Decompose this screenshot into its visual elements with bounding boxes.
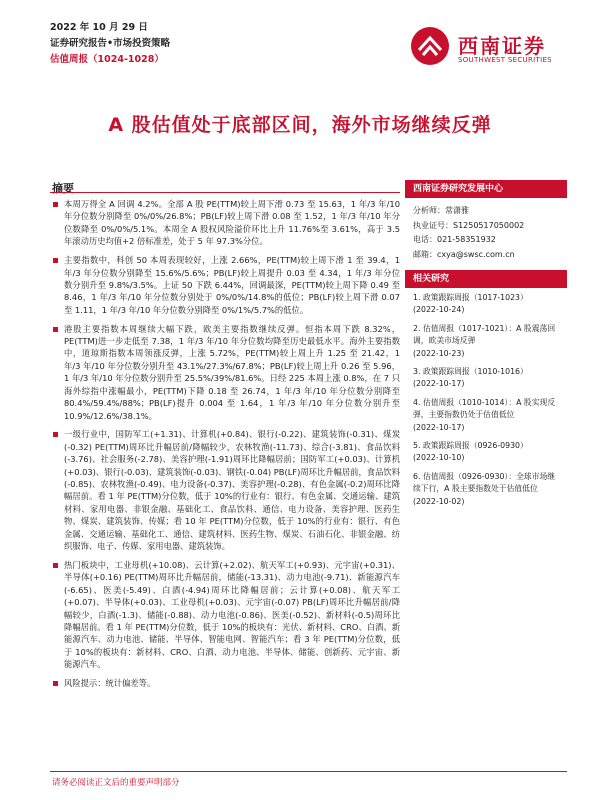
related-item[interactable]: 4. 估值周报（1010-1014）：A 股实现反弹，主要指数仍处于估值低位 (2022-10-17) <box>413 397 556 432</box>
sidebar <box>405 180 567 514</box>
report-date: 2022 年 10 月 29 日 <box>50 22 148 33</box>
related-item[interactable]: 1. 政策跟踪周报（1017-1023） (2022-10-24) <box>413 293 528 315</box>
related-research-list <box>405 288 567 508</box>
analyst-phone: 电话：021-58351932 <box>413 235 496 244</box>
bullet-square-icon <box>53 258 58 263</box>
summary-body <box>52 198 400 696</box>
bullet-square-icon <box>53 563 58 568</box>
bullet-square-icon <box>53 327 58 332</box>
logo-emblem-icon <box>410 26 450 66</box>
logo-english: SOUTHWEST SECURITIES <box>458 56 552 64</box>
summary-paragraph: 热门板块中，工业母机(+10.08)、云计算(+2.02)、航天军工(+0.93)、元宇宙(+0.31)、半导体(+0.16) PE(TTM)周环比升幅居前，储能(-13.31)、动力电池(-9.71)、新能源汽车(-6.65)、医美(-5.49)、白酒(-4.94)周环比降幅居前；云计算(+0.08)、航天军工(+0.07)、半导体(+0.03)、工业母机(+0.03)、元宇宙(-0.07) PB(LF)周环比升幅居前/降幅较少，白酒(-1.3)、储能(-0.88)、动力电池(-0.86)、医美(-0.52)、新材料(-0.5)周环比降幅居前。看 1 年 PE(TTM)分位数，低于 10%的板块有：光伏、新材料、CRO、白酒、新能源汽车、动力电池、储能、半导体、智能电网、智能汽车；看 3 年 PE(TTM)分位数，低于 10%的板块有：新材料、CRO、白酒、动力电池、半导体、储能、创新药、元宇宙、新能源汽车。 <box>52 559 400 671</box>
bullet-square-icon <box>53 432 58 437</box>
research-center-title: 西南证券研究发展中心 <box>405 180 567 198</box>
summary-heading: 摘要 <box>52 182 74 195</box>
related-research-title: 相关研究 <box>405 270 567 288</box>
related-item[interactable]: 2. 估值周报（1017-1021）：A 股震荡回调，欧美市场反弹 (2022-10-23) <box>413 323 556 358</box>
report-series: 估值周报（1024-1028） <box>50 54 164 65</box>
summary-paragraph: 一级行业中，国防军工(+1.31)、计算机(+0.84)、银行(-0.22)、建筑装饰(-0.31)、煤炭(-0.32) PE(TTM)周环比升幅居前/降幅较少，农林牧渔(-11.73)、综合(-3.81)、食品饮料(-3.76)、社会服务(-2.78)、美容护理(-1.91)周环比降幅居前；国防军工(+0.03)、计算机(+0.03)、银行(-0.03)、建筑装饰(-0.03)、钢铁(-0.04) PB(LF)周环比升幅居前，食品饮料(-0.85)、农林牧渔(-0.49)、电力设备(-0.37)、美容护理(-0.28)、有色金属(-0.2)周环比降幅居前。看 1 年 PE(TTM)分位数，低于 10%的行业有：银行、有色金属、交通运输、建筑材料、家用电器、非银金融、基础化工、食品饮料、通信、电力设备、美容护理、医药生物、煤炭、建筑装饰、传媒；看 10 年 PE(TTM)分位数，低于 10%的行业有：银行、有色金属、交通运输、基础化工、通信、建筑材料、医药生物、煤炭、石油石化、非银金融、纺织服饰、电子、传媒、家用电器、建筑装饰。 <box>52 428 400 552</box>
company-logo <box>410 26 560 72</box>
related-item[interactable]: 3. 政策跟踪周报（1010-1016） (2022-10-17) <box>413 367 528 389</box>
analyst-info <box>405 198 567 270</box>
bullet-square-icon <box>53 681 58 686</box>
footer-divider <box>50 771 567 772</box>
related-item[interactable]: 5. 政策跟踪周报（0926-0930） (2022-10-10) <box>413 441 528 463</box>
risk-warning: 风险提示：统计偏差等。 <box>52 677 400 689</box>
summary-paragraph: 主要指数中，科创 50 本周表现较好，上涨 2.66%，PE(TTM)较上周下滑 1 至 39.4，1 年/3 年分位数分别降至 15.6%/5.6%；PB(LF)较上周提升 0.03 至 4.34，1 年/3 年分位数分别升至 9.8%/3.5%。上证 50 下跌 6.44%，回调最深，PE(TTM)较上周下降 0.49 至 8.46，1 年/3 年/10 年分位数分别处于 0%/0%/14.8%的低位；PB(LF)较上周下滑 0.07 至 1.11，1 年/3 年/10 年分位数分别降至 0%/1%/5.7%的低位。 <box>52 254 400 316</box>
summary-paragraph: 港股主要指数本周继续大幅下跌，欧美主要指数继续反弹。恒指本周下跌 8.32%，PE(TTM)进一步走低至 7.38，1 年/3 年/10 年分位数均降至历史最低水平。海外主要指数中，道琼斯指数本周领涨反弹，上涨 5.72%，PE(TTM)较上周上升 1.25 至 21.42，1 年/3 年/10 年分位数分别升至 43.1%/27.3%/67.8%；PB(LF)较上周上升 0.26 至 5.96，1 年/3 年/10 年分位数分别升至 25.5%/39%/81.6%。日经 225 本周上涨 0.8%，在 7 只海外综指中涨幅最小，PE(TTM)下降 0.18 至 26.74，1 年/3 年/10 年分位数分别降至 80.4%/59.4%/88%；PB(LF)提升 0.004 至 1.64，1 年/3 年/10 年分位数分别升至 10.9%/12.6%/38.1%。 <box>52 323 400 422</box>
summary-paragraph: 本周万得全 A 回调 4.2%。全部 A 股 PE(TTM)较上周下滑 0.73 至 15.63，1 年/3 年/10 年分位数分别降至 0%/0%/26.8%；PB(LF)较上周下滑 0.08 至 1.52，1 年/3 年/10 年分位数降至 0%/0%/5.1%。本周全 A 股权风险溢价环比上升 11.76%至 3.61%，高于 3.5 年滚动历史均值+2 倍标准差，处于 5 年 97.3%分位。 <box>52 198 400 248</box>
footer-note: 请务必阅读正文后的重要声明部分 <box>52 778 180 788</box>
analyst-email[interactable]: 邮箱：cxya@swsc.com.cn <box>413 249 515 259</box>
bullet-square-icon <box>53 202 58 207</box>
logo-name: 西南证券 <box>458 34 546 58</box>
report-header <box>50 20 170 68</box>
analyst-name: 分析师：常潇雅 <box>413 206 469 215</box>
report-type: 证券研究报告•市场投资策略 <box>50 38 171 49</box>
summary-divider <box>50 192 400 193</box>
related-item[interactable]: 6. 估值周报（0926-0930）：全球市场继续下行，A 股主要指数处于估值低位 (2022-10-02) <box>413 471 556 506</box>
analyst-license: 执业证号：S1250517050002 <box>413 220 525 230</box>
page-title: A 股估值处于底部区间，海外市场继续反弹 <box>108 114 492 136</box>
